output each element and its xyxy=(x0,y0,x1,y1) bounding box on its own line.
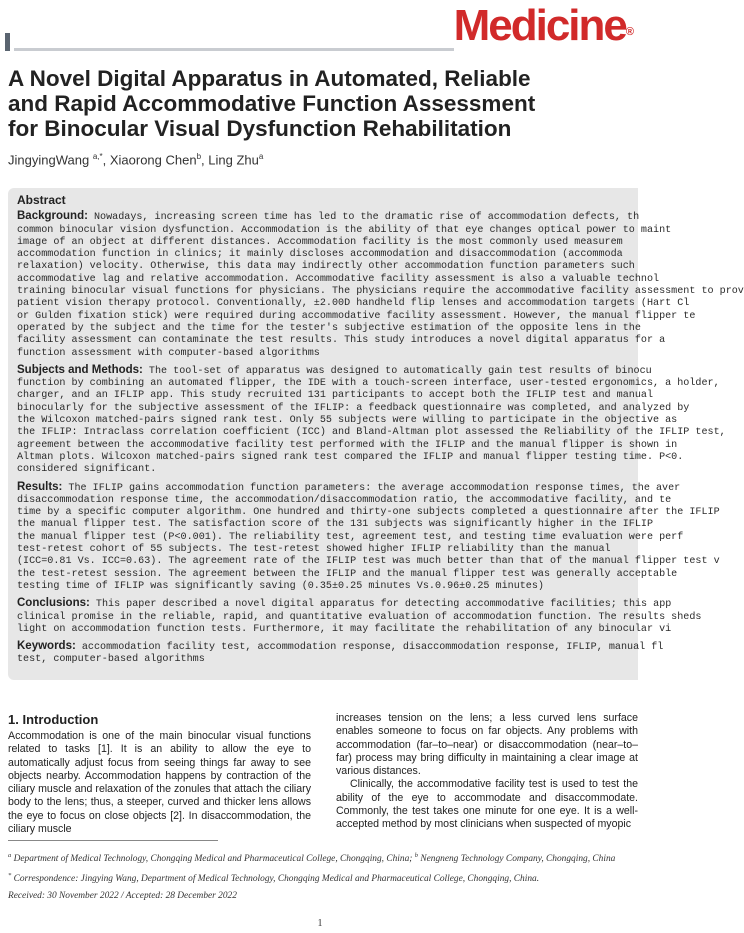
abstract-line xyxy=(17,390,657,402)
abstract-line xyxy=(17,654,657,666)
abstract-line-text: relaxation) velocity. Otherwise, this data may indirectly other accommodation function parameters such xyxy=(17,261,635,273)
abstract-line-text: test-retest cohort of 55 subjects. The test-retest showed higher IFLIP reliability than the manual xyxy=(17,544,611,556)
abstract-line-text: accommodative lag and relative accommodation. Accommodative facility assessment is also a valuable technol xyxy=(17,273,660,285)
abstract-line xyxy=(17,237,657,249)
author-list: JingyingWang $^{a,*}$, Xiaorong Chen$^b$, Ling Zhu$^a$ xyxy=(8,152,264,168)
abstract-line-text: The IFLIP gains accommodation function parameters: the average accommodation response times, the aver xyxy=(62,482,681,494)
abstract-line-text: common binocular vision dysfunction. Accommodation is the ability of that eye changes optical power to maint xyxy=(17,224,672,236)
header-marker xyxy=(5,33,10,51)
abstract-line-text: test, computer-based algorithms xyxy=(17,654,205,666)
abstract-line xyxy=(17,494,672,507)
abstract-line-text: Nowadays, increasing screen time has led to the dramatic rise of accommodation defects, th xyxy=(87,212,640,224)
abstract-line xyxy=(17,556,720,568)
article-title xyxy=(8,66,628,141)
abstract-line-text: considered significant. xyxy=(17,464,157,476)
abstract-line-text: light on accommodation function tests. Furthermore, it may facilitate the rehabilitation of any binocular vi xyxy=(17,623,672,635)
abstract-section xyxy=(17,363,726,477)
abstract-line-text: This paper described a novel digital apparatus for detecting accommodative facilities; this app xyxy=(89,599,672,611)
abstract-line-text: agreement between the accommodative facility test performed with the IFLIP and the manual flipper is shown in xyxy=(17,439,678,451)
abstract-line xyxy=(17,364,657,378)
abstract-line-text: The tool-set of apparatus was designed to automatically gain test results of binocu xyxy=(142,365,652,377)
abstract-section xyxy=(17,597,702,636)
journal-logo: Medicine® xyxy=(453,1,634,50)
abstract-section-label: Results: xyxy=(17,480,63,493)
intro-column-right xyxy=(336,712,638,832)
abstract-line xyxy=(17,415,678,427)
abstract-line xyxy=(17,451,684,464)
abstract-line-text: function by combining an automated flipper, the IDE with a touch-screen interface, user-tested ergonomics, a holder, xyxy=(17,378,720,390)
footnote-affiliations: $^a$ Department of Medical Technology, Chongqing Medical and Pharmaceutical College, Chongqing, China; $^b$ Nengneng Technology Company, Chongqing, China xyxy=(8,852,616,865)
abstract-line-text: accommodation facility test, accommodation response, disaccommodation response, IFLIP, manual fl xyxy=(75,642,664,654)
footnote-correspondence: * Correspondence: Jingying Wang, Department of Medical Technology, Chongqing Medical and Pharmaceutical College, Chongqing, China. xyxy=(8,872,540,885)
abstract-line xyxy=(17,544,657,556)
abstract-line-text: the manual flipper test. The satisfaction score of the 131 subjects was significantly higher in the IFLIP xyxy=(17,519,654,531)
header-rule xyxy=(14,48,454,51)
abstract-line-text: time by a specific computer algorithm. One hundred and thirty-one subjects completed a questionnaire after the IFLIP xyxy=(17,507,720,519)
abstract-line-text: binocularly for the subjective assessment of the IFLIP: a feedback questionnaire was completed, and analyzed by xyxy=(17,402,690,414)
author-name: Xiaorong Chen xyxy=(109,152,197,168)
abstract-line xyxy=(17,439,678,452)
abstract-line xyxy=(17,261,657,273)
paragraph: Clinically, the accommodative facility test is used to test the ability of the eye to accommodate and disaccommodate. Commonly, the test takes one minute for one eye. It is a well-accepted method by most clinicians when suspected of myopic xyxy=(336,778,638,831)
abstract-line-text: testing time of IFLIP was significantly saving (0.35±0.25 minutes Vs.0.96±0.25 minutes) xyxy=(17,580,544,592)
abstract-line-text: image of an object at different distances. Accommodation facility is the most commonly used measurem xyxy=(17,236,623,248)
header-bar xyxy=(0,0,640,55)
footnote-dates: Received: 30 November 2022 / Accepted: 28 December 2022 xyxy=(8,891,237,901)
abstract-line-text: (ICC=0.81 Vs. ICC=0.63). The agreement rate of the IFLIP test was much better than that of the manual flipper test v xyxy=(17,556,720,568)
abstract-line xyxy=(17,402,690,415)
title-line: and Rapid Accommodative Function Assessment xyxy=(8,91,536,116)
abstract-line xyxy=(17,623,672,636)
abstract-line xyxy=(17,531,684,544)
abstract-line-text: the manual flipper test (P<0.001). The reliability test, agreement test, and testing time evaluation were perf xyxy=(17,531,684,543)
abstract-line xyxy=(17,507,720,519)
abstract-line-text: accommodation function in clinics; it mainly discloses accommodation and disaccommodation (accommoda xyxy=(17,249,623,261)
abstract-line xyxy=(17,249,657,261)
abstract-line xyxy=(17,611,702,624)
abstract-line xyxy=(17,298,690,310)
abstract-line xyxy=(17,286,744,298)
paragraph: increases tension on the lens; a less curved lens surface enables someone to focus on far objects. Any problems with accommodation (far–to–near) or disaccommodation (near–to–far) process may bring difficulty in maintaining a clear image at various distances. xyxy=(336,712,638,778)
abstract-line-text: the IFLIP: Intraclass correlation coefficient (ICC) and Bland-Altman plot assessed the Reliability of the IFLIP test, xyxy=(17,427,726,439)
abstract-line-text: function assessment with computer-based algorithms xyxy=(17,347,320,359)
abstract-line xyxy=(17,640,664,654)
abstract-section-label: Subjects and Methods: xyxy=(17,363,143,376)
abstract-section xyxy=(17,480,720,594)
abstract-line-text: training binocular visual functions for physicians. The physicians require the accommodative facility assessment to prov xyxy=(17,286,744,298)
section-heading-introduction: 1. Introduction xyxy=(8,712,99,727)
abstract-section-label: Background: xyxy=(17,210,88,223)
abstract-line-text: facility assessment can contaminate the test results. This study introduces a novel digital apparatus for a xyxy=(17,335,666,347)
paragraph: Accommodation is one of the main binocular visual functions related to tasks [1]. It is an ability to allow the eye to automatically adjust focus from seeing things far away to see objects nearby. Accommodation happens by contraction of the ciliary muscle and relaxation of the zonules that attach the ciliary body to the lens; thus, a steeper, curved and thicker lens allows the eye to focus on close objects [2]. In disaccommodation, the ciliary muscle xyxy=(8,730,311,836)
page-number: 1 xyxy=(317,918,323,929)
abstract-line xyxy=(17,519,657,531)
abstract-line xyxy=(17,597,672,611)
footnote-rule xyxy=(8,840,218,841)
abstract-line xyxy=(17,210,657,224)
abstract-line xyxy=(17,568,678,581)
abstract-heading: Abstract xyxy=(17,193,66,207)
abstract-line xyxy=(17,464,657,476)
abstract-line xyxy=(17,581,657,593)
abstract-line xyxy=(17,335,666,347)
abstract-line xyxy=(17,427,726,439)
abstract-line-text: operated by the subject and the time for the tester's subjective estimation of the opposite lens in the xyxy=(17,322,641,334)
abstract-line xyxy=(17,348,657,360)
abstract-line-text: Altman plots. Wilcoxon matched-pairs signed rank test compared the IFLIP and manual flipper testing time. P<0. xyxy=(17,451,684,463)
abstract-line-text: charger, and an IFLIP app. This study recruited 131 participants to accept both the IFLIP test and manual xyxy=(17,390,654,402)
abstract-line xyxy=(17,323,657,335)
abstract-line-text: disaccommodation response time, the accommodation/disaccommodation ratio, the accommodative facility, and te xyxy=(17,494,672,506)
abstract-line-text: or Gulden fixation stick) were required during accommodative facility assessment. However, the manual flipper te xyxy=(17,310,696,322)
abstract-line xyxy=(17,273,660,286)
author-name: JingyingWang xyxy=(8,152,90,168)
abstract-line-text: the test-retest session. The agreement between the IFLIP and the manual flipper test was generally acceptable xyxy=(17,568,678,580)
abstract-section xyxy=(17,210,744,360)
title-line: A Novel Digital Apparatus in Automated, Reliable xyxy=(8,66,531,91)
abstract-line xyxy=(17,480,681,495)
abstract-line xyxy=(17,378,720,390)
abstract-section-label: Conclusions: xyxy=(17,597,90,610)
abstract-section xyxy=(17,640,664,667)
abstract-section-label: Keywords: xyxy=(17,640,76,653)
abstract-line-text: the Wilcoxon matched-pairs signed rank test. Only 55 subjects were willing to participate in the objective as xyxy=(17,415,678,427)
abstract-box xyxy=(8,188,744,680)
intro-column-left xyxy=(8,730,311,836)
title-line: for Binocular Visual Dysfunction Rehabilitation xyxy=(8,116,512,141)
abstract-line xyxy=(17,224,672,237)
author-name: Ling Zhu xyxy=(208,152,259,168)
abstract-line xyxy=(17,310,696,323)
abstract-line-text: clinical promise in the reliable, rapid, and quantitative evaluation of accommodation function. The results sheds xyxy=(17,611,702,623)
abstract-line-text: patient vision therapy protocol. Conventionally, ±2.00D handheld flip lenses and accommodation targets (Hart Cl xyxy=(17,298,690,310)
